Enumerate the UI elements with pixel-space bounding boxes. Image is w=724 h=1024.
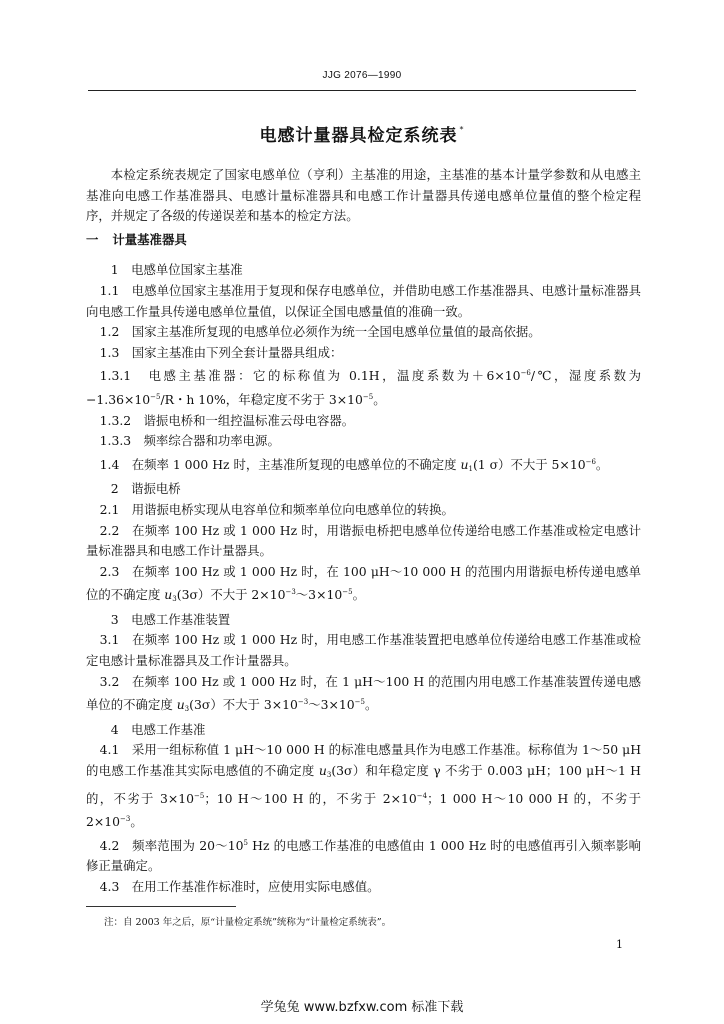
clause-text: (3σ）和年稳定度 γ 不劣于 0.003 μH；100 μH～1 H 的，不劣于 3×10 (86, 763, 641, 806)
standard-code-header: JJG 2076—1990 (322, 70, 402, 81)
clause-2-3 (86, 562, 641, 610)
clause-text: 1.4 在频率 1 000 Hz 时，主基准所复现的电感单位的不确定度 (99, 456, 461, 472)
exponent: −4 (416, 791, 428, 800)
clause-text: 。 (352, 587, 365, 603)
title-footnote-marker: * (459, 125, 465, 134)
exponent: 5 (243, 838, 248, 847)
clause-text: 2.3 在频率 100 Hz 或 1 000 Hz 时，在 100 μH～10 000 H 的范围内用谐振电桥传递电感单位的不确定度 (86, 563, 641, 603)
clause-1: 1 电感单位国家主基准 (110, 262, 243, 278)
document-body (86, 165, 641, 898)
symbol: u (176, 697, 185, 713)
clause-4: 4 电感工作基准 (110, 721, 206, 737)
clause-text: 3.2 在频率 100 Hz 或 1 000 Hz 时，在 1 μH～100 H 的范围内用电感工作基准装置传递电感单位的不确定度 (86, 673, 641, 713)
clause-1-4 (86, 452, 641, 480)
clause-3: 3 电感工作基准装置 (110, 611, 231, 627)
section-number: 一 (86, 231, 99, 247)
page-title (0, 121, 724, 146)
exponent: −5 (150, 392, 161, 401)
subscript: 3 (326, 771, 332, 780)
section-heading (86, 230, 641, 251)
title-text: 电感计量器具检定系统表 (259, 126, 458, 146)
exponent: −3 (120, 815, 131, 824)
clause-text: 4.1 采用一组标称值 1 μH～10 000 H 的标准电感量具作为电感工作基准。标称值为 1～50 μH 的电感工作基准其实际电感值的不确定度 (86, 742, 641, 779)
clause-2: 2 谐振电桥 (110, 481, 181, 497)
clause-text: 1.3.1 电感主基准器：它的标称值为 0.1H，温度系数为＋6×10 (99, 368, 521, 384)
clause-1-2: 1.2 国家主基准所复现的电感单位必须作为统一全国电感单位量值的最高依据。 (99, 324, 541, 340)
clause-1-1: 1.1 电感单位国家主基准用于复现和保存电感单位，并借助电感工作基准器具、电感计量标准器具向电感工作量具传递电感单位量值，以保证全国电感量值的准确一致。 (86, 282, 641, 319)
clause-1-3: 1.3 国家主基准由下列全套计量器具组成： (99, 344, 343, 360)
clause-3-2 (86, 672, 641, 720)
page-number: 1 (616, 938, 623, 951)
clause-1-3-3: 1.3.3 频率综合器和功率电源。 (99, 433, 280, 449)
clause-text: /R・h 10%，年稳定度不劣于 3×10 (160, 391, 363, 407)
exponent: −6 (585, 457, 596, 466)
clause-text: ；10 H～100 H 的，不劣于 2×10 (204, 790, 417, 806)
exponent: −3 (297, 698, 309, 707)
clause-1-3-2: 1.3.2 谐振电桥和一组控温标准云母电容器。 (99, 412, 355, 428)
section-title: 计量基准器具 (112, 231, 187, 247)
symbol: u (460, 456, 469, 472)
symbol: u (164, 587, 173, 603)
clause-text: 。 (364, 697, 378, 713)
subscript: 1 (468, 464, 473, 473)
clause-4-1 (86, 740, 641, 832)
intro-paragraph: 本检定系统表规定了国家电感单位（亨利）主基准的用途，主基准的基本计量学参数和从电感主基准向电感工作基准器具、电感计量标准器具和电感工作计量器具传递电感单位量值的整个检定程序，并规定了各级的传递误差和基本的检定方法。 (86, 167, 641, 224)
clause-text: 。 (130, 814, 143, 830)
exponent: −5 (194, 791, 205, 800)
clause-3-1: 3.1 在频率 100 Hz 或 1 000 Hz 时，用电感工作基准装置把电感单位传递给电感工作基准或检定电感计量标准器具及工作计量器具。 (86, 632, 641, 669)
exponent: −5 (362, 392, 374, 401)
clause-2-1: 2.1 用谐振电桥实现从电容单位和频率单位向电感单位的转换。 (99, 501, 454, 517)
exponent: −3 (285, 588, 296, 597)
clause-text: 。 (373, 391, 386, 407)
watermark-link[interactable]: 学兔兔 www.bzfxw.com 标准下载 (260, 1000, 464, 1015)
exponent: −6 (520, 369, 531, 378)
exponent: −5 (354, 698, 365, 707)
clause-4-3: 4.3 在用工作基准作标准时，应使用实际电感值。 (99, 879, 380, 894)
clause-4-2 (86, 833, 641, 877)
clause-text: ；1 000 H～10 000 H 的，不劣于 2×10 (86, 790, 641, 830)
clause-2-2: 2.2 在频率 100 Hz 或 1 000 Hz 时，用谐振电桥把电感单位传递给电感工作基准或检定电感计量标准器具和电感工作计量器具。 (86, 522, 641, 559)
clause-1-3-1 (86, 363, 641, 410)
clause-text: (1 σ）不大于 5×10 (472, 456, 586, 472)
subscript: 3 (172, 595, 177, 604)
footnote-divider (86, 906, 236, 907)
clause-text: (3σ）不大于 2×10 (176, 587, 286, 603)
clause-text: ～3×10 (308, 697, 355, 713)
clause-text: ～3×10 (295, 587, 343, 603)
clause-text: /℃，湿度系数为−1.36×10 (86, 368, 641, 407)
clause-text: 。 (595, 456, 609, 472)
footnote: 注：自 2003 年之后，原“计量检定系统”统称为“计量检定系统表”。 (104, 917, 392, 928)
subscript: 3 (184, 705, 190, 714)
exponent: −5 (342, 588, 353, 597)
symbol: u (318, 763, 327, 779)
clause-text: (3σ）不大于 3×10 (189, 697, 298, 713)
clause-text: 4.2 频率范围为 20～10 (99, 837, 244, 853)
clause-text: Hz 的电感工作基准的电感值由 1 000 Hz 时的电感值再引入频率影响修正量确定。 (86, 837, 641, 874)
header-divider (88, 90, 636, 91)
